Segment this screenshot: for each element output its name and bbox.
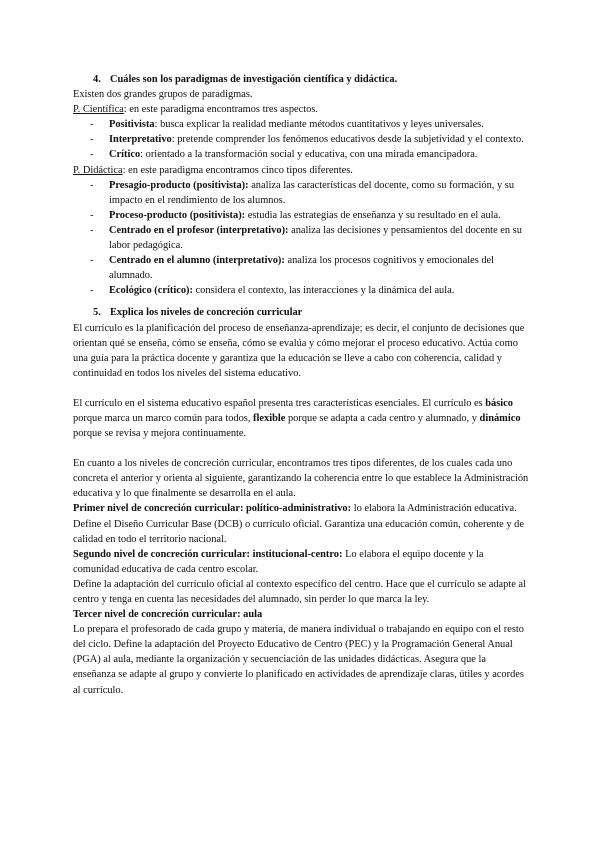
paragraph-caracteristicas — [73, 396, 531, 441]
item-term: Ecológico (crítico): — [109, 285, 193, 297]
text-run: porque marca un marco común para todos, — [73, 412, 254, 424]
dash-bullet: - — [90, 119, 94, 131]
level-title: Primer nivel de concreción curricular: político-administrativo: — [73, 503, 352, 515]
spacer — [73, 381, 531, 396]
spacer — [73, 441, 531, 456]
item-text: analiza las decisiones y pensamientos del docente en su labor pedagógica. — [109, 224, 522, 252]
item-text: estudia las estrategias de enseñanza y su resultado en el aula. — [245, 209, 501, 221]
label-cientifica: P. Científica — [73, 104, 124, 116]
list-item — [73, 253, 531, 283]
dash-bullet: - — [90, 255, 94, 267]
text-run: El currículo en el sistema educativo español presenta tres características esenciales. El currículo es — [73, 397, 486, 409]
paragraph-intro: Existen dos grandes grupos de paradigmas. — [73, 89, 253, 101]
level-title: Segundo nivel de concreción curricular: institucional-centro: — [73, 548, 343, 560]
list-cientifica — [73, 117, 531, 162]
item-text: analiza las características del docente, como su formación, y su impacto en el rendimiento de los alumnos. — [109, 179, 515, 206]
paragraph-niveles: En cuanto a los niveles de concreción curricular, encontramos tres tipos diferentes, de los cuales cada uno concreta el anterior y orienta al siguiente, garantizando la coherencia entre lo que establece la Administración educativa y lo que finalmente se desarrolla en el aula. — [73, 458, 529, 500]
paragraph-nivel-1 — [73, 501, 531, 546]
paragraph-nivel-2-detail: Define la adaptación del currículo oficial al contexto específico del centro. Hace que el currículo se adapte al centro y tenga en cuenta las necesidades del alumnado, sin perder lo que marca la ley. — [73, 578, 526, 605]
list-item — [73, 283, 531, 298]
item-text: : orientado a la transformación social y educativa, con una mirada emancipadora. — [140, 149, 478, 161]
dash-bullet: - — [90, 285, 94, 297]
text-run: porque se adapta a cada centro y alumnado, y — [285, 412, 480, 424]
paragraph-nivel-3: Lo prepara el profesorado de cada grupo y materia, de manera individual o trabajando en equipo con el resto del ciclo. Define la adaptación del Proyecto Educativo de Centro (PEC) y la Programación General Anual (PGA) al aula, mediante la organización y secuenciación de las unidades didácticas. Asegura que la enseñanza se adapte al grupo y convierte lo planificado en actividades de aprendizaje claras, útiles y acordes al currículo. — [73, 624, 524, 696]
item-text: : pretende comprender los fenómenos educativos desde la subjetividad y el contexto. — [171, 134, 524, 146]
text-didactica: : en este paradigma encontramos cinco tipos diferentes. — [122, 164, 353, 176]
paragraph-didactica — [73, 163, 531, 178]
label-didactica: P. Didáctica — [73, 164, 123, 176]
dash-bullet: - — [90, 179, 94, 191]
item-text: : busca explicar la realidad mediante métodos cuantitativos y leyes universales. — [154, 119, 484, 131]
section-number: 5. — [93, 307, 101, 319]
term-flexible: flexible — [253, 412, 286, 424]
section-title: Explica los niveles de concreción curricular — [110, 307, 303, 319]
level-text: Lo elabora el equipo docente y la comunidad educativa de cada centro escolar. — [73, 548, 484, 575]
level-title: Tercer nivel de concreción curricular: aula — [73, 609, 263, 621]
item-term: Centrado en el alumno (interpretativo): — [109, 255, 285, 267]
paragraph-nivel-3-title — [73, 607, 531, 622]
spacer — [73, 298, 531, 305]
section-heading-q4 — [93, 72, 531, 87]
item-term: Proceso-producto (positivista): — [109, 209, 246, 221]
section-title: Cuáles son los paradigmas de investigación científica y didáctica. — [110, 74, 398, 85]
paragraph-cientifica — [73, 102, 531, 117]
list-item — [73, 147, 531, 162]
list-item — [73, 132, 531, 147]
text-run: porque se revisa y mejora continuamente. — [73, 428, 247, 440]
dash-bullet: - — [90, 224, 94, 236]
list-item — [73, 208, 531, 223]
section-number: 4. — [93, 74, 101, 85]
list-item — [73, 178, 531, 208]
paragraph-curriculo: El currículo es la planificación del proceso de enseñanza-aprendizaje; es decir, el conjunto de decisiones que orientan qué se enseña, cómo se enseña, cómo se evalúa y cómo mejorar el proceso educativo. Actúa como una guía para la práctica docente y garantiza que la educación se lleve a cabo con coherencia, calidad y continuidad en todos los niveles del sistema educativo. — [73, 322, 525, 379]
text-cientifica: : en este paradigma encontramos tres aspectos. — [123, 104, 318, 116]
item-text: considera el contexto, las interacciones y la dinámica del aula. — [192, 285, 455, 297]
item-text: analiza los procesos cognitivos y emocionales del alumnado. — [109, 255, 495, 282]
paragraph-nivel-2 — [73, 547, 531, 577]
dash-bullet: - — [90, 209, 94, 221]
item-term: Positivista — [109, 119, 155, 131]
item-term: Centrado en el profesor (interpretativo): — [109, 224, 289, 236]
list-item — [73, 223, 531, 253]
item-term: Interpretativo — [109, 134, 172, 146]
list-item — [73, 117, 531, 132]
term-basico: básico — [485, 397, 513, 409]
item-term: Presagio-producto (positivista): — [109, 179, 249, 191]
level-text: lo elabora la Administración educativa. Define el Diseño Curricular Base (DCB) o currículo oficial. Garantiza una educación común, coherente y de calidad en todo el territorio nacional. — [73, 503, 524, 545]
document-content — [73, 72, 531, 698]
item-term: Crítico — [109, 149, 141, 161]
dash-bullet: - — [90, 134, 94, 146]
section-heading-q5 — [93, 305, 531, 320]
list-didactica — [73, 178, 531, 299]
term-dinamico: dinámico — [479, 412, 521, 424]
dash-bullet: - — [90, 149, 94, 161]
